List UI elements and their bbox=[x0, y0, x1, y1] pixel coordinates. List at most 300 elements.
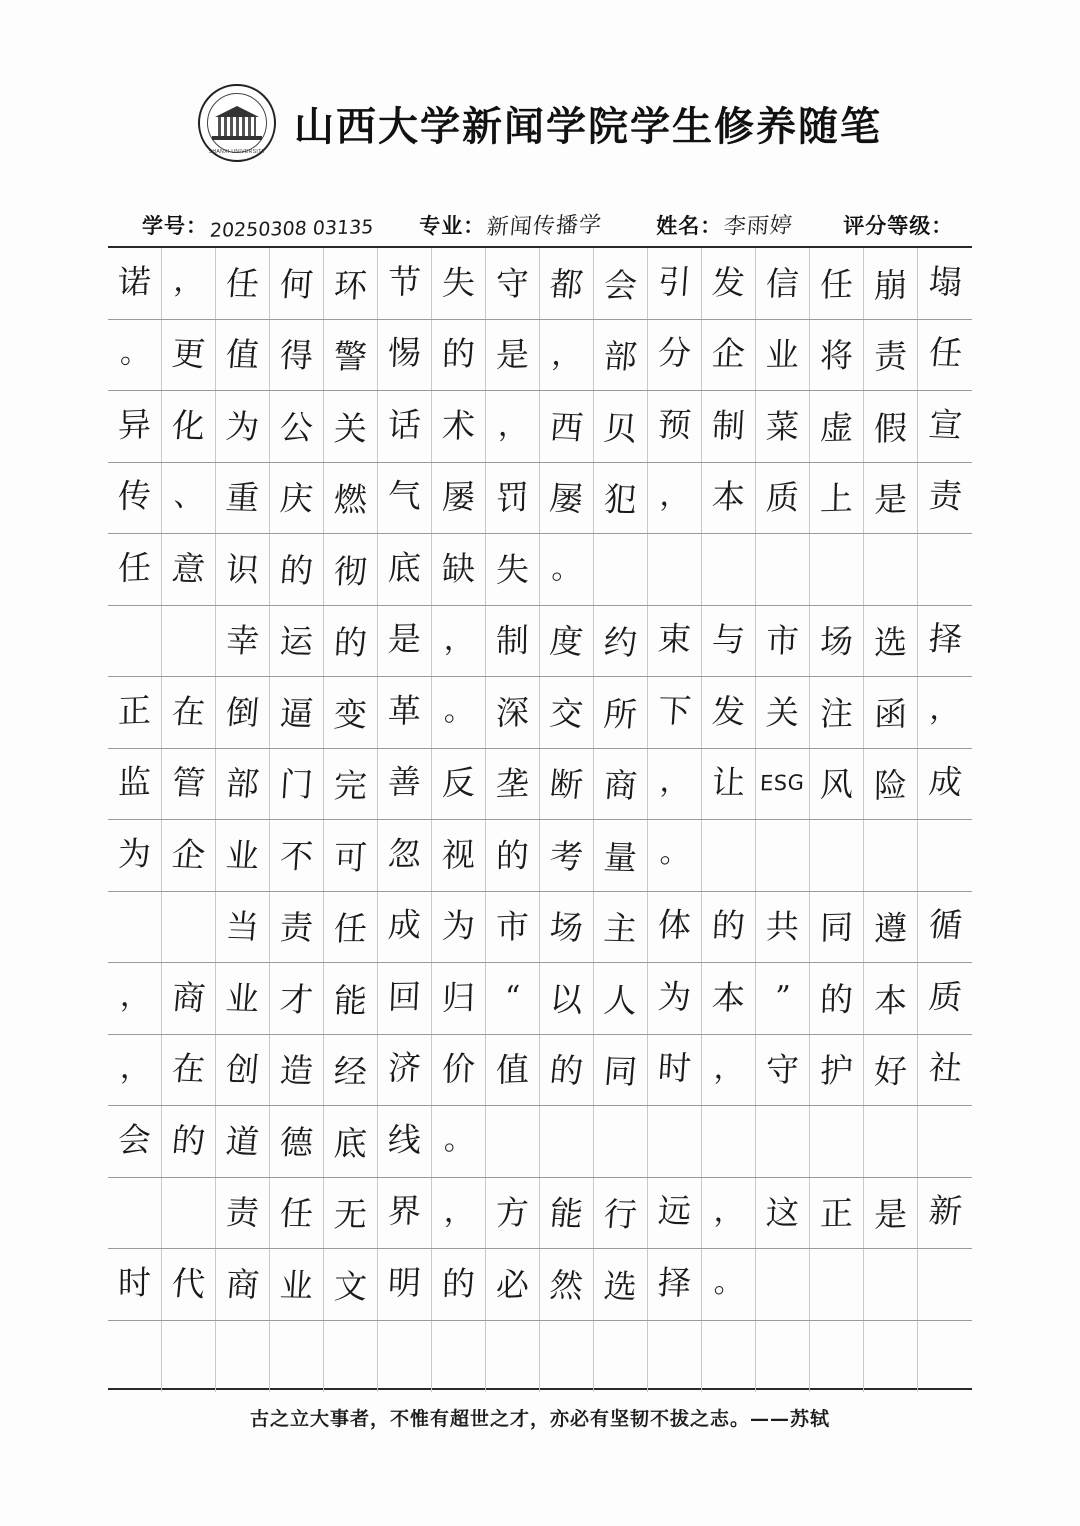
grid-cell bbox=[324, 677, 378, 748]
grid-cell-char: 失 bbox=[441, 262, 476, 303]
grid-cell bbox=[702, 534, 756, 605]
grid-cell-char: ， bbox=[497, 407, 528, 444]
grid-cell-char: 值 bbox=[224, 334, 261, 375]
grid-cell-char: 本 bbox=[710, 477, 747, 517]
grid-cell-char: 在 bbox=[170, 691, 207, 732]
grid-cell-char: 共 bbox=[765, 907, 800, 947]
grid-cell bbox=[810, 248, 864, 319]
grid-cell-char: 识 bbox=[224, 549, 261, 590]
grid-cell-char: 底 bbox=[387, 547, 422, 588]
grid-cell-char: 道 bbox=[224, 1121, 261, 1162]
major-field bbox=[419, 209, 602, 240]
grid-cell-char: 量 bbox=[602, 837, 639, 877]
grid-cell bbox=[810, 892, 864, 963]
grid-cell-char: 交 bbox=[548, 693, 585, 734]
grid-cell-char: 的 bbox=[332, 623, 369, 663]
grid-cell-char: 引 bbox=[656, 261, 693, 302]
grid-cell-char: 代 bbox=[170, 1263, 207, 1304]
grid-cell bbox=[486, 1249, 540, 1320]
grid-cell bbox=[756, 534, 810, 605]
grid-cell bbox=[594, 606, 648, 677]
grid-cell bbox=[108, 1249, 162, 1320]
grid-cell-char: 选 bbox=[873, 622, 908, 663]
grid-cell bbox=[486, 248, 540, 319]
grid-cell bbox=[216, 892, 270, 963]
grid-cell bbox=[810, 677, 864, 748]
grid-cell-char: 责 bbox=[873, 336, 908, 377]
grid-cell-char: 发 bbox=[710, 262, 747, 302]
grid-cell bbox=[162, 463, 216, 534]
grid-cell bbox=[864, 320, 918, 391]
grid-cell bbox=[540, 1249, 594, 1320]
grid-cell bbox=[486, 534, 540, 605]
grid-cell-char: 体 bbox=[656, 905, 693, 945]
grid-row bbox=[108, 606, 972, 678]
grid-cell bbox=[540, 677, 594, 748]
grid-cell bbox=[162, 391, 216, 462]
grid-cell-char: 的 bbox=[710, 906, 747, 946]
grid-cell bbox=[216, 606, 270, 677]
grid-cell bbox=[216, 391, 270, 462]
grid-cell bbox=[108, 677, 162, 748]
grid-cell bbox=[432, 1249, 486, 1320]
grid-cell-char: 明 bbox=[387, 1262, 422, 1303]
grid-row bbox=[108, 892, 972, 964]
grid-cell bbox=[162, 1249, 216, 1320]
grid-cell bbox=[324, 749, 378, 820]
grid-cell-char: 在 bbox=[170, 1048, 207, 1089]
grid-cell-char: 关 bbox=[332, 408, 369, 448]
grid-cell bbox=[810, 320, 864, 391]
grid-cell-char: 场 bbox=[819, 621, 854, 662]
grid-cell-char: 然 bbox=[548, 1265, 585, 1306]
grid-cell bbox=[540, 820, 594, 891]
grid-cell bbox=[648, 963, 702, 1034]
grid-cell bbox=[864, 606, 918, 677]
grid-cell-char: ， bbox=[443, 1193, 474, 1230]
grid-cell bbox=[918, 1178, 972, 1249]
grid-cell-char: 虚 bbox=[819, 407, 854, 448]
grid-cell-char: 菜 bbox=[765, 406, 800, 446]
grid-cell-char: 的 bbox=[495, 835, 530, 876]
grid-cell bbox=[810, 463, 864, 534]
grid-cell bbox=[594, 749, 648, 820]
grid-cell bbox=[918, 1249, 972, 1320]
grid-cell bbox=[486, 463, 540, 534]
grid-cell bbox=[810, 820, 864, 891]
grid-cell-char: 彻 bbox=[332, 551, 369, 591]
grid-cell-char: 价 bbox=[441, 1048, 476, 1089]
grid-cell-char: ， bbox=[658, 477, 691, 514]
grid-cell bbox=[378, 749, 432, 820]
grid-cell bbox=[162, 820, 216, 891]
grid-row bbox=[108, 320, 972, 392]
grid-cell bbox=[108, 534, 162, 605]
grid-cell-char: 同 bbox=[602, 1051, 639, 1092]
grid-cell bbox=[864, 677, 918, 748]
grid-cell bbox=[108, 320, 162, 391]
grid-cell bbox=[756, 391, 810, 462]
grid-cell bbox=[864, 391, 918, 462]
grid-cell-char: 环 bbox=[332, 265, 369, 305]
grid-cell bbox=[540, 463, 594, 534]
grid-cell bbox=[756, 320, 810, 391]
grid-cell-char: 线 bbox=[387, 1119, 422, 1160]
grid-cell-char: 善 bbox=[387, 762, 422, 802]
name-field bbox=[656, 209, 793, 240]
grid-cell-char: ， bbox=[443, 621, 474, 658]
grid-cell bbox=[162, 534, 216, 605]
grid-cell-char: 让 bbox=[710, 763, 747, 803]
grid-cell-char: 创 bbox=[224, 1049, 261, 1090]
grid-cell bbox=[702, 1249, 756, 1320]
grid-cell bbox=[648, 391, 702, 462]
grid-cell bbox=[756, 463, 810, 534]
grid-cell bbox=[864, 963, 918, 1034]
grid-cell-char: 完 bbox=[332, 766, 369, 806]
grid-cell-char: 屡 bbox=[441, 476, 476, 517]
grid-cell-char: ， bbox=[119, 1049, 150, 1086]
grid-cell-char: 会 bbox=[117, 1119, 152, 1160]
grid-cell bbox=[864, 534, 918, 605]
grid-cell bbox=[486, 963, 540, 1034]
grid-cell-char: 业 bbox=[224, 978, 261, 1019]
page-title: 山西大学新闻学院学生修养随笔 bbox=[294, 102, 882, 150]
grid-cell bbox=[540, 963, 594, 1034]
grid-cell bbox=[864, 1106, 918, 1177]
grid-cell bbox=[486, 749, 540, 820]
grid-cell-char: 正 bbox=[117, 690, 152, 731]
grid-cell bbox=[864, 1178, 918, 1249]
grid-cell bbox=[216, 677, 270, 748]
grid-cell-char: 假 bbox=[873, 407, 908, 449]
grid-cell bbox=[810, 1249, 864, 1320]
grid-cell bbox=[918, 963, 972, 1034]
grid-cell bbox=[756, 1035, 810, 1106]
university-crest-icon bbox=[198, 84, 276, 162]
grid-cell-char: 企 bbox=[170, 834, 207, 875]
grid-cell-char: 商 bbox=[602, 765, 639, 806]
grid-cell bbox=[162, 1035, 216, 1106]
grid-cell bbox=[918, 1321, 972, 1393]
grid-cell-char: 。 bbox=[443, 1121, 474, 1158]
grid-cell bbox=[432, 1106, 486, 1177]
grid-cell bbox=[648, 892, 702, 963]
grid-cell-char: 场 bbox=[548, 907, 585, 948]
grid-cell-char: 犯 bbox=[602, 479, 639, 520]
grid-cell-char: 。 bbox=[119, 334, 150, 371]
grid-cell bbox=[216, 1106, 270, 1177]
grid-cell-char: 是 bbox=[495, 334, 530, 375]
grid-cell bbox=[540, 248, 594, 319]
grid-cell-char: 才 bbox=[278, 979, 315, 1019]
grid-cell-char: 变 bbox=[332, 694, 369, 734]
grid-cell bbox=[270, 1321, 324, 1393]
grid-cell bbox=[810, 534, 864, 605]
grid-cell bbox=[432, 892, 486, 963]
grid-cell-char: 警 bbox=[332, 337, 369, 377]
grid-cell-char: 远 bbox=[656, 1191, 693, 1231]
grid-cell-char: 诺 bbox=[117, 261, 152, 302]
grid-cell bbox=[162, 749, 216, 820]
grid-cell-char: 逼 bbox=[278, 693, 315, 733]
grid-cell-char: 的 bbox=[170, 1120, 207, 1161]
grid-cell bbox=[810, 606, 864, 677]
grid-row bbox=[108, 820, 972, 892]
grid-cell-char: 深 bbox=[495, 692, 530, 733]
grid-cell-char: 质 bbox=[765, 478, 800, 518]
grid-cell-char: 话 bbox=[387, 404, 422, 445]
grid-cell-char: 视 bbox=[441, 834, 476, 875]
grid-cell-char: 考 bbox=[548, 836, 585, 877]
grid-cell bbox=[756, 677, 810, 748]
grid-cell-char: 管 bbox=[170, 762, 207, 803]
grid-cell bbox=[918, 320, 972, 391]
grid-cell-char: 市 bbox=[495, 906, 530, 947]
grid-cell bbox=[378, 820, 432, 891]
grid-cell-char: ， bbox=[712, 1050, 745, 1086]
grid-cell bbox=[648, 606, 702, 677]
grid-cell bbox=[756, 606, 810, 677]
grid-cell-char: 底 bbox=[332, 1123, 369, 1163]
grid-row bbox=[108, 463, 972, 535]
grid-cell-char: 度 bbox=[548, 621, 585, 662]
grid-cell bbox=[270, 677, 324, 748]
grid-cell-char: 人 bbox=[602, 980, 639, 1020]
grid-cell bbox=[594, 391, 648, 462]
grid-cell bbox=[810, 963, 864, 1034]
grid-cell-char: 倒 bbox=[224, 692, 261, 733]
grid-cell-char: 能 bbox=[548, 1193, 585, 1234]
grid-cell bbox=[648, 677, 702, 748]
grid-cell-char: 传 bbox=[117, 475, 152, 517]
grid-cell-char: 守 bbox=[495, 263, 530, 304]
grid-cell-char: 归 bbox=[441, 977, 476, 1018]
grid-cell bbox=[702, 463, 756, 534]
grid-cell-char: 注 bbox=[819, 693, 854, 734]
grid-cell-char: 责 bbox=[278, 907, 315, 948]
grid-cell bbox=[270, 963, 324, 1034]
grid-cell-char: 商 bbox=[170, 977, 207, 1018]
grid-cell bbox=[432, 391, 486, 462]
grid-cell-char: 的 bbox=[441, 333, 476, 374]
grid-cell bbox=[270, 1178, 324, 1249]
grid-cell-char: 气 bbox=[387, 476, 422, 516]
grid-cell-char: 为 bbox=[441, 905, 476, 946]
grid-cell bbox=[594, 963, 648, 1034]
grid-cell bbox=[702, 248, 756, 319]
grid-cell bbox=[810, 391, 864, 462]
grid-cell bbox=[216, 749, 270, 820]
grid-cell bbox=[270, 463, 324, 534]
grid-cell bbox=[108, 892, 162, 963]
grid-cell-char: 济 bbox=[387, 1048, 422, 1088]
grid-cell bbox=[540, 749, 594, 820]
grid-row bbox=[108, 248, 972, 320]
grid-cell bbox=[864, 463, 918, 534]
grid-cell bbox=[162, 1178, 216, 1249]
grid-cell-char: 所 bbox=[602, 694, 639, 734]
grid-cell-char: 同 bbox=[819, 907, 854, 948]
grid-cell-char: 的 bbox=[819, 979, 854, 1020]
grid-cell-char: 崩 bbox=[873, 264, 908, 306]
grid-cell-char: 上 bbox=[819, 478, 854, 519]
grid-cell bbox=[594, 892, 648, 963]
grid-cell bbox=[378, 1249, 432, 1320]
grid-cell-char: 意 bbox=[170, 548, 207, 589]
grid-cell bbox=[702, 749, 756, 820]
grid-cell bbox=[378, 1106, 432, 1177]
grid-cell bbox=[378, 248, 432, 319]
grid-cell-char: 贝 bbox=[602, 408, 639, 448]
grid-cell bbox=[540, 534, 594, 605]
grid-cell-char: 文 bbox=[332, 1266, 369, 1306]
grid-cell bbox=[756, 749, 810, 820]
grid-row bbox=[108, 534, 972, 606]
grid-cell bbox=[378, 1035, 432, 1106]
grid-cell-char: 分 bbox=[656, 333, 693, 373]
grid-cell-char: 预 bbox=[656, 404, 693, 445]
grid-cell bbox=[648, 1178, 702, 1249]
grid-cell bbox=[702, 677, 756, 748]
grid-cell-char: 新 bbox=[926, 1190, 964, 1232]
grid-cell bbox=[324, 606, 378, 677]
grid-cell bbox=[810, 1321, 864, 1393]
grid-cell bbox=[216, 463, 270, 534]
grid-cell bbox=[378, 391, 432, 462]
name-label: 姓名： bbox=[656, 214, 723, 238]
grid-cell bbox=[324, 463, 378, 534]
grid-cell-char: 循 bbox=[926, 904, 964, 946]
grid-cell-char: 更 bbox=[170, 333, 207, 374]
grid-cell bbox=[378, 320, 432, 391]
grid-cell-char: 燃 bbox=[332, 480, 369, 520]
grid-cell-char: 值 bbox=[495, 1049, 530, 1090]
grid-cell bbox=[756, 1178, 810, 1249]
grid-cell-char: 险 bbox=[873, 765, 908, 806]
grid-cell-char: 造 bbox=[278, 1050, 315, 1091]
grid-cell-char: ， bbox=[658, 763, 691, 800]
grid-cell bbox=[378, 606, 432, 677]
grid-cell-char: 的 bbox=[278, 550, 315, 590]
grid-cell bbox=[648, 1106, 702, 1177]
name-value: 李雨婷 bbox=[722, 213, 795, 240]
grid-cell bbox=[864, 1249, 918, 1320]
grid-cell-char: 节 bbox=[387, 261, 422, 302]
grid-cell bbox=[486, 320, 540, 391]
grid-cell bbox=[162, 248, 216, 319]
grid-cell bbox=[540, 320, 594, 391]
grid-cell-char: 当 bbox=[224, 906, 261, 947]
grid-cell bbox=[216, 963, 270, 1034]
grid-cell bbox=[918, 463, 972, 534]
grid-cell bbox=[216, 1178, 270, 1249]
grid-cell bbox=[216, 1249, 270, 1320]
grid-cell-char: 断 bbox=[548, 764, 585, 805]
grid-cell-char: 能 bbox=[332, 980, 369, 1020]
grid-cell bbox=[432, 606, 486, 677]
grid-cell bbox=[702, 1106, 756, 1177]
grid-cell-char: 风 bbox=[819, 764, 854, 805]
grid-cell-char: 可 bbox=[332, 837, 369, 877]
grid-cell bbox=[486, 820, 540, 891]
grid-cell-char: 塌 bbox=[926, 261, 964, 302]
grid-cell bbox=[486, 606, 540, 677]
grid-cell bbox=[648, 1249, 702, 1320]
grid-cell bbox=[918, 749, 972, 820]
grid-cell-char: 垄 bbox=[495, 763, 530, 804]
grid-cell bbox=[162, 677, 216, 748]
grid-cell bbox=[702, 892, 756, 963]
grid-cell-char: 社 bbox=[926, 1047, 964, 1089]
grid-cell-char: 将 bbox=[819, 335, 854, 376]
grid-cell bbox=[918, 534, 972, 605]
grid-cell-char: 界 bbox=[387, 1191, 422, 1231]
grid-cell bbox=[594, 1035, 648, 1106]
grid-cell-char: 革 bbox=[387, 690, 422, 731]
grid-cell-char: 为 bbox=[117, 833, 152, 874]
grid-cell-char: 会 bbox=[602, 265, 639, 305]
grid-cell bbox=[378, 534, 432, 605]
grid-cell-char: 运 bbox=[278, 621, 315, 662]
grid-cell bbox=[864, 892, 918, 963]
grid-row bbox=[108, 1249, 972, 1321]
grid-cell-char: 成 bbox=[926, 761, 964, 803]
grid-cell bbox=[756, 1321, 810, 1393]
grid-cell bbox=[864, 749, 918, 820]
grid-cell bbox=[324, 1178, 378, 1249]
grid-cell bbox=[378, 963, 432, 1034]
grid-cell bbox=[702, 606, 756, 677]
grid-cell-char: 下 bbox=[656, 690, 693, 731]
grid-cell-char: 惕 bbox=[387, 333, 422, 373]
grid-cell-char: 必 bbox=[495, 1264, 530, 1305]
grade-field bbox=[843, 210, 955, 240]
grid-cell bbox=[324, 248, 378, 319]
grid-cell bbox=[270, 320, 324, 391]
grid-cell bbox=[162, 606, 216, 677]
grid-cell-char: 任 bbox=[278, 1193, 315, 1234]
major-value: 新闻传播学 bbox=[485, 212, 604, 241]
grid-cell bbox=[108, 248, 162, 319]
grid-cell bbox=[108, 606, 162, 677]
grid-cell bbox=[324, 1249, 378, 1320]
grid-cell bbox=[594, 1178, 648, 1249]
grid-cell-char: 为 bbox=[656, 976, 693, 1017]
grid-cell-char: “ bbox=[504, 979, 521, 1016]
grid-cell bbox=[702, 1035, 756, 1106]
grid-cell bbox=[162, 320, 216, 391]
grid-cell-char: 责 bbox=[926, 475, 964, 517]
grid-cell-char: 监 bbox=[117, 761, 152, 803]
grid-row bbox=[108, 1321, 972, 1393]
grid-cell-char: ” bbox=[774, 980, 791, 1016]
grid-cell bbox=[702, 820, 756, 891]
grid-cell bbox=[702, 1321, 756, 1393]
grid-cell-char: 、 bbox=[171, 478, 206, 515]
student-meta-row bbox=[108, 196, 972, 240]
grid-cell bbox=[270, 606, 324, 677]
grid-cell bbox=[270, 248, 324, 319]
grid-cell bbox=[432, 320, 486, 391]
grid-row bbox=[108, 1035, 972, 1107]
grid-cell-char: 是 bbox=[873, 479, 908, 520]
grid-cell-char: 任 bbox=[332, 909, 369, 949]
grid-cell bbox=[270, 1249, 324, 1320]
grid-cell-char: 屡 bbox=[548, 478, 585, 519]
grid-cell-char: 业 bbox=[224, 835, 261, 876]
grid-cell bbox=[216, 1321, 270, 1393]
